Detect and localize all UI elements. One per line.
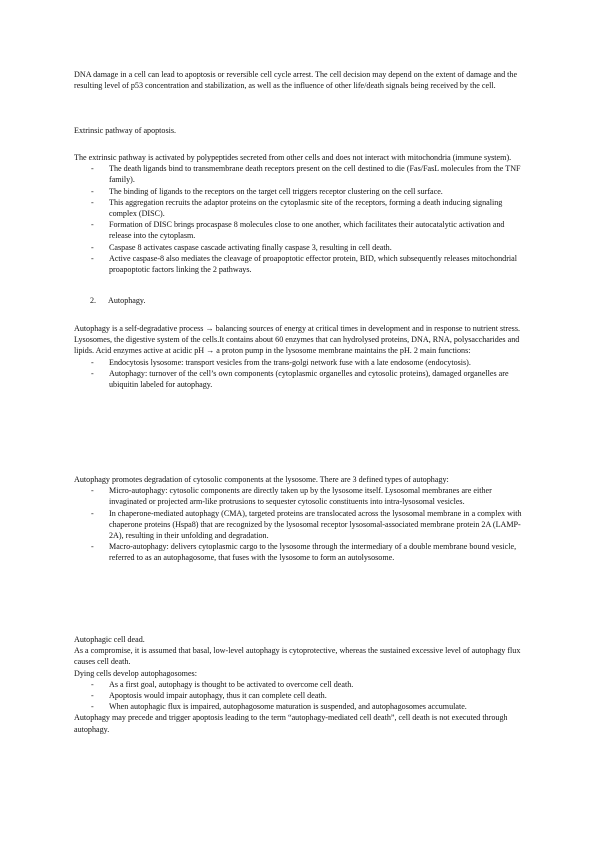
list-item: - Caspase 8 activates caspase cascade activating finally caspase 3, resulting in cell death. <box>91 242 392 252</box>
extrinsic-section <box>74 152 528 275</box>
autophagy-intro-section <box>74 323 528 390</box>
list-item: - Autophagy: turnover of the cell’s own components (cytoplasmic organelles and cytosolic proteins), damaged organelles are ubiquitin labeled for autophagy. <box>91 368 509 390</box>
autophagy-types-section <box>74 474 528 564</box>
cell-death-lead: Dying cells develop autophagosomes: <box>74 668 197 678</box>
intro-section <box>74 69 528 91</box>
cell-death-paragraph: As a compromise, it is assumed that basal, low-level autophagy is cytoprotective, whereas the sustained excessive level of autophagy flux causes cell death. <box>74 646 521 667</box>
cell-death-heading: Autophagic cell dead. <box>74 635 145 644</box>
lysosome-functions-list <box>74 357 528 391</box>
extrinsic-heading: Extrinsic pathway of apoptosis. <box>74 126 177 135</box>
list-item: - Formation of DISC brings procaspase 8 molecules close to one another, which facilitates their autocatalytic activation and release into the cytoplasm. <box>91 220 505 241</box>
extrinsic-bullet-list <box>74 163 528 275</box>
autophagy-types-list <box>74 485 528 563</box>
cell-death-list <box>74 679 528 713</box>
list-item: - Macro-autophagy: delivers cytoplasmic cargo to the lysosome through the intermediary of a double membrane bound vesicle, referred to as an autophagosome, that fuses with the lysosome to form an autolysosome. <box>91 542 517 563</box>
extrinsic-lead: The extrinsic pathway is activated by polypeptides secreted from other cells and does not interact with mitochondria (immune system). <box>74 153 512 162</box>
list-item: - This aggregation recruits the adaptor proteins on the cytoplasmic site of the receptors, forming a death inducing signaling complex (DISC). <box>91 197 503 219</box>
intro-paragraph: DNA damage in a cell can lead to apoptosis or reversible cell cycle arrest. The cell decision may depend on the extent of damage and the resulting level of p53 concentration and stabilization, as well as the influence of other life/death signals being received by the cell. <box>74 70 518 91</box>
autophagy-heading-block <box>74 295 528 306</box>
autophagy-types-lead: Autophagy promotes degradation of cytosolic components at the lysosome. There are 3 defined types of autophagy: <box>74 475 449 484</box>
list-item: - Micro-autophagy: cytosolic components are directly taken up by the lysosome itself. Lysosomal membranes are either invaginated or projected arm-like protrusions to sequester cytosolic constituents into intra-lysosomal vesicles. <box>91 486 492 507</box>
autophagic-cell-death-section <box>74 634 528 735</box>
list-item: - Apoptosis would impair autophagy, thus it can complete cell death. <box>91 691 327 701</box>
list-item: - In chaperone-mediated autophagy (CMA), targeted proteins are translocated across the lysosomal membrane in a complex with chaperone proteins (Hspa8) that are recognized by the lysosomal receptor lysosomal-associated membrane protein 2A (LAMP-2A), resulting in their unfolding and degradation. <box>91 508 522 541</box>
autophagy-heading: 2. Autophagy. <box>90 296 146 305</box>
list-item: - As a first goal, autophagy is thought to be activated to overcome cell death. <box>91 679 354 689</box>
list-item: - The binding of ligands to the receptors on the target cell triggers receptor clustering on the cell surface. <box>91 186 443 196</box>
autophagy-intro-paragraph: Autophagy is a self-degradative process → balancing sources of energy at critical times in development and in response to nutrient stress. Lysosomes, the digestive system of the cells.It contains about 60 enzymes that can hydrolysed proteins, DNA, RNA, polysaccharides and lipids. Acid enzymes active at acidic pH → a proton pump in the lysosome membrane maintains the pH. 2 main functions: <box>74 324 521 356</box>
extrinsic-heading-block <box>74 125 528 136</box>
list-item: - Endocytosis lysosome: transport vesicles from the trans-golgi network fuse with a late endosome (endocytosis). <box>91 357 471 367</box>
list-item: - The death ligands bind to transmembrane death receptors present on the cell destined to die (Fas/FasL molecules from the TNF family). <box>91 164 521 185</box>
list-item: - When autophagic flux is impaired, autophagosome maturation is suspended, and autophagosomes accumulate. <box>91 702 467 712</box>
list-item: - Active caspase-8 also mediates the cleavage of proapoptotic effector protein, BID, which subsequently releases mitochondrial proapoptotic factors linking the 2 pathways. <box>91 253 517 275</box>
cell-death-closing: Autophagy may precede and trigger apoptosis leading to the term “autophagy-mediated cell death”, cell death is not executed through autophagy. <box>74 713 508 734</box>
